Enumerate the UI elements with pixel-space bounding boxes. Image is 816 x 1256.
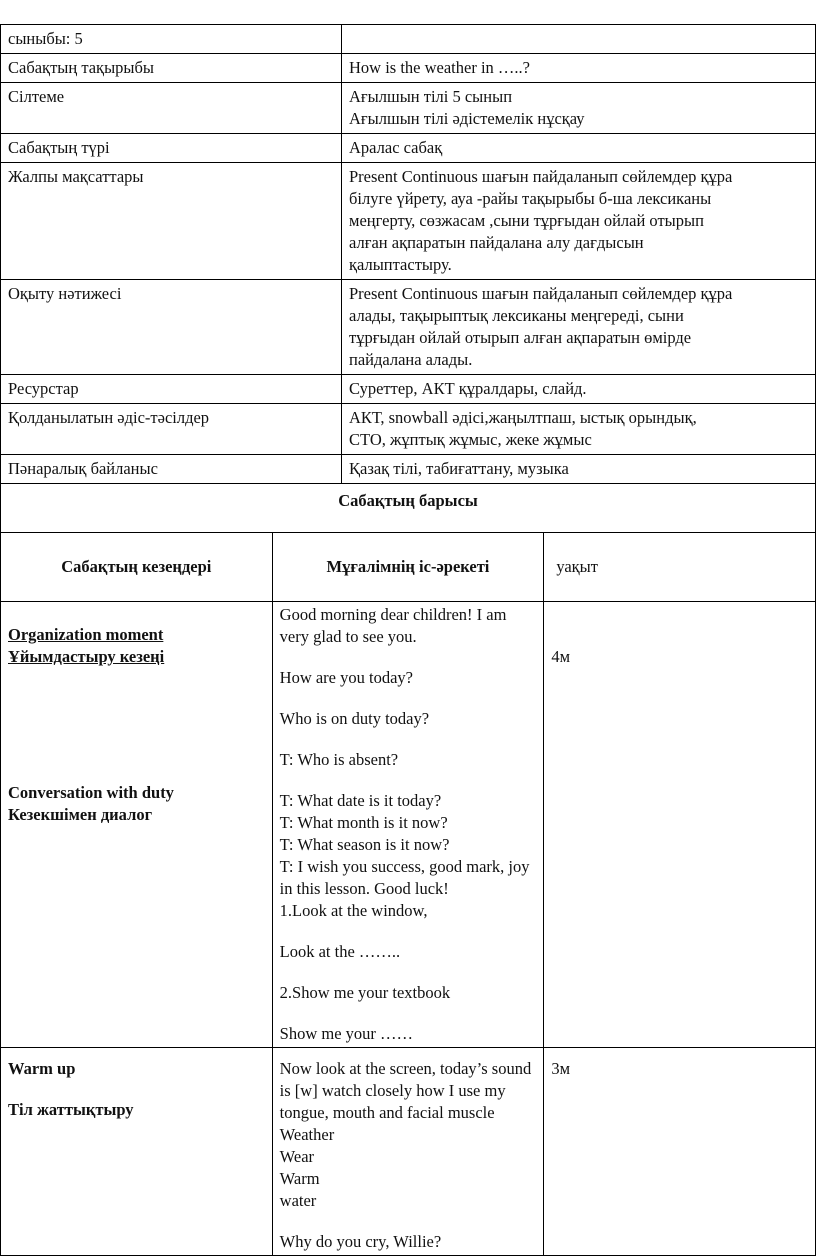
warmup-time-cell (544, 1048, 816, 1256)
conversation-kz: Кезекшімен диалог (8, 805, 153, 824)
how-are-you-line: How are you today? (279, 668, 413, 687)
warmup-activity-cell (272, 1048, 544, 1256)
season-line: T: What season is it now? (279, 835, 450, 854)
info-value-line: Ағылшын тілі 5 сынып (349, 87, 513, 106)
stage-header-row (1, 533, 816, 602)
info-row (1, 134, 816, 163)
greeting-line: Good morning dear children! I am very glad to see you. (279, 605, 507, 646)
time-cell (544, 602, 816, 1048)
section-title: Сабақтың барысы (1, 484, 816, 533)
stage-row-organization (1, 602, 816, 1048)
info-value-line: Қазақ тілі, табиғаттану, музыка (349, 459, 569, 478)
info-row (1, 375, 816, 404)
stage2-time: 3м (551, 1059, 571, 1078)
info-label: Сабақтың тақырыбы (1, 54, 342, 83)
teacher-activity-header: Мұғалімнің іс-әрекеті (272, 533, 544, 602)
look-window-line: 1.Look at the window, (279, 901, 428, 920)
info-value-line: Ағылшын тілі әдістемелік нұсқау (349, 109, 585, 128)
info-label: Жалпы мақсаттары (1, 163, 342, 280)
info-value-line: Суреттер, АКТ құралдары, слайд. (349, 379, 587, 398)
info-value-line: СТО, жұптық жұмыс, жеке жұмыс (349, 430, 592, 449)
conversation-en: Conversation with duty (8, 783, 174, 802)
info-value-line: Present Continuous шағын пайдаланып сөйлемдер құра (349, 167, 733, 186)
info-label: Ресурстар (1, 375, 342, 404)
stage-names-cell (1, 602, 273, 1048)
info-value-line: алады, тақырыптық лексиканы меңгереді, сыни (349, 306, 684, 325)
word-warm: Warm (279, 1169, 320, 1188)
info-value-line: АКТ, snowball әдісі,жаңылтпаш, ыстық орындық, (349, 408, 697, 427)
lesson-plan-page (0, 24, 816, 1256)
info-row (1, 54, 816, 83)
info-value (342, 83, 816, 134)
info-row (1, 455, 816, 484)
info-row (1, 25, 816, 54)
info-value-line: алған ақпаратын пайдалана алу дағдысын (349, 233, 644, 252)
info-value-line: пайдалана алады. (349, 350, 473, 369)
on-duty-line: Who is on duty today? (279, 709, 430, 728)
info-value (342, 375, 816, 404)
info-value (342, 455, 816, 484)
time-header: уақыт (544, 533, 816, 602)
stages-header: Сабақтың кезеңдері (1, 533, 273, 602)
info-row (1, 280, 816, 375)
info-value-line: меңгерту, сөзжасам ,сыни тұрғыдан ойлай отырып (349, 211, 704, 230)
info-value-line: білуге үйрету, ауа -райы тақырыбы б-ша лексиканы (349, 189, 712, 208)
info-label: сыныбы: 5 (1, 25, 342, 54)
org-moment-en: Organization moment (8, 625, 164, 644)
info-value (342, 280, 816, 375)
warmup-names-cell (1, 1048, 273, 1256)
word-weather: Weather (279, 1125, 335, 1144)
show-me-line: Show me your …… (279, 1024, 414, 1043)
info-value-line: Present Continuous шағын пайдаланып сөйлемдер құра (349, 284, 733, 303)
screen-line: Now look at the screen, today’s sound is [w] watch closely how I use my tongue, mouth and facial muscle (279, 1059, 532, 1122)
org-moment-kz: Ұйымдастыру кезеңі (8, 647, 165, 666)
word-wear: Wear (279, 1147, 315, 1166)
look-at-line: Look at the …….. (279, 942, 401, 961)
info-value (342, 25, 816, 54)
lesson-info-table (0, 24, 816, 484)
info-value-line: тұрғыдан ойлай отырып алған ақпаратын өмірде (349, 328, 692, 347)
info-value-line: қалыптастыру. (349, 255, 452, 274)
info-value (342, 134, 816, 163)
info-value (342, 54, 816, 83)
wish-line: T: I wish you success, good mark, joy in this lesson. Good luck! (279, 857, 530, 898)
info-value-line: How is the weather in …..? (349, 58, 530, 77)
info-value (342, 163, 816, 280)
show-textbook-line: 2.Show me your textbook (279, 983, 451, 1002)
date-line: T: What date is it today? (279, 791, 442, 810)
info-row (1, 163, 816, 280)
info-value-line (349, 28, 808, 50)
lesson-progress-table (0, 484, 816, 1256)
info-label: Пәнаралық байланыс (1, 455, 342, 484)
warmup-kz: Тіл жаттықтыру (8, 1100, 134, 1119)
info-label: Қолданылатын әдіс-тәсілдер (1, 404, 342, 455)
info-value (342, 404, 816, 455)
info-label: Сілтеме (1, 83, 342, 134)
info-row (1, 83, 816, 134)
stage-row-warmup (1, 1048, 816, 1256)
willie-line: Why do you cry, Willie? (279, 1232, 442, 1251)
info-value-line: Аралас сабақ (349, 138, 443, 157)
absent-line: T: Who is absent? (279, 750, 399, 769)
info-label: Оқыту нәтижесі (1, 280, 342, 375)
stage1-time: 4м (551, 647, 571, 666)
month-line: T: What month is it now? (279, 813, 448, 832)
info-row (1, 404, 816, 455)
warmup-en: Warm up (8, 1059, 76, 1078)
teacher-activity-cell (272, 602, 544, 1048)
info-label: Сабақтың түрі (1, 134, 342, 163)
word-water: water (279, 1191, 317, 1210)
